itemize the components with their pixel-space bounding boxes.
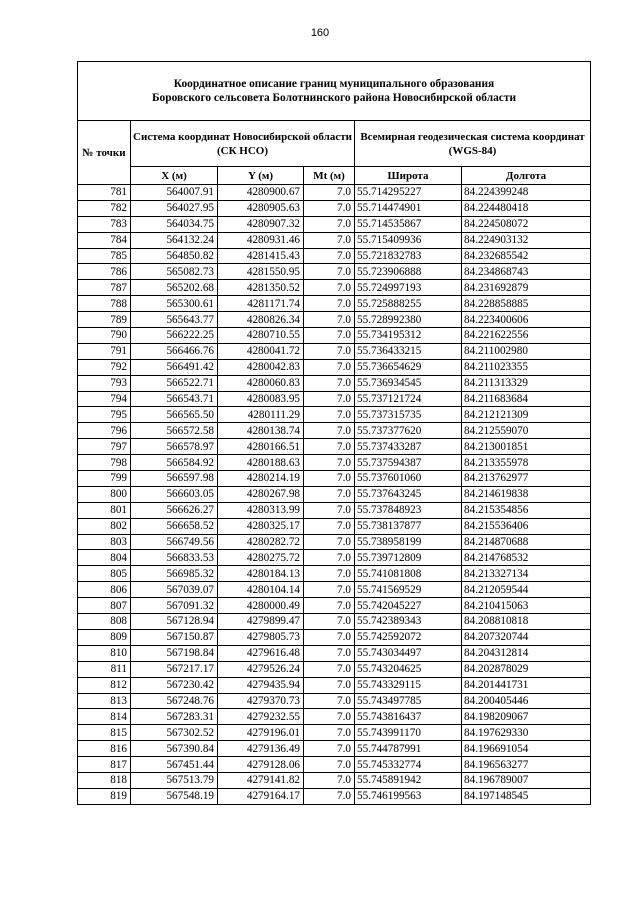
table-row	[78, 598, 591, 614]
x-cell: 567198.84	[131, 645, 218, 661]
point-number-cell: 816	[78, 741, 131, 757]
y-cell: 4279526.24	[218, 661, 304, 677]
longitude-cell: 84.224508072	[462, 216, 591, 232]
title-line-1: Координатное описание границ муниципального образования	[173, 78, 495, 90]
mt-cell: 7.0	[304, 185, 355, 201]
x-cell: 564132.24	[131, 232, 218, 248]
x-cell: 566522.71	[131, 375, 218, 391]
x-cell: 566584.92	[131, 455, 218, 471]
longitude-cell: 84.212559070	[462, 423, 591, 439]
table-row	[78, 423, 591, 439]
latitude-cell: 55.737848923	[355, 502, 462, 518]
point-number-cell: 791	[78, 343, 131, 359]
x-cell: 567091.32	[131, 598, 218, 614]
mt-cell: 7.0	[304, 312, 355, 328]
table-row	[78, 645, 591, 661]
mt-cell: 7.0	[304, 264, 355, 280]
y-cell: 4279370.73	[218, 693, 304, 709]
point-number-cell: 788	[78, 296, 131, 312]
latitude-cell: 55.737601060	[355, 471, 462, 487]
mt-cell: 7.0	[304, 725, 355, 741]
latitude-cell: 55.737594387	[355, 455, 462, 471]
table-title	[78, 62, 591, 121]
header-mt: Mt (м)	[304, 167, 355, 185]
y-cell: 4279136.49	[218, 741, 304, 757]
mt-cell: 7.0	[304, 407, 355, 423]
latitude-cell: 55.737315735	[355, 407, 462, 423]
header-y: Y (м)	[218, 167, 304, 185]
x-cell: 566626.27	[131, 502, 218, 518]
mt-cell: 7.0	[304, 518, 355, 534]
y-cell: 4280267.98	[218, 486, 304, 502]
latitude-cell: 55.741569529	[355, 582, 462, 598]
longitude-cell: 84.215354856	[462, 502, 591, 518]
longitude-cell: 84.211313329	[462, 375, 591, 391]
longitude-cell: 84.224480418	[462, 200, 591, 216]
mt-cell: 7.0	[304, 614, 355, 630]
y-cell: 4279196.01	[218, 725, 304, 741]
mt-cell: 7.0	[304, 693, 355, 709]
x-cell: 566749.56	[131, 534, 218, 550]
mt-cell: 7.0	[304, 629, 355, 645]
point-number-cell: 809	[78, 629, 131, 645]
x-cell: 567451.44	[131, 757, 218, 773]
table-row	[78, 200, 591, 216]
point-number-cell: 789	[78, 312, 131, 328]
latitude-cell: 55.739712809	[355, 550, 462, 566]
table-row	[78, 661, 591, 677]
latitude-cell: 55.746199563	[355, 788, 462, 804]
y-cell: 4280900.67	[218, 185, 304, 201]
x-cell: 566833.53	[131, 550, 218, 566]
y-cell: 4280826.34	[218, 312, 304, 328]
longitude-cell: 84.211683684	[462, 391, 591, 407]
latitude-cell: 55.728992380	[355, 312, 462, 328]
coordinates-table	[77, 61, 591, 805]
table-row	[78, 264, 591, 280]
mt-cell: 7.0	[304, 216, 355, 232]
longitude-cell: 84.214619838	[462, 486, 591, 502]
latitude-cell: 55.734195312	[355, 328, 462, 344]
table-row	[78, 232, 591, 248]
y-cell: 4280000.49	[218, 598, 304, 614]
latitude-cell: 55.714295227	[355, 185, 462, 201]
longitude-cell: 84.213355978	[462, 455, 591, 471]
x-cell: 567283.31	[131, 709, 218, 725]
latitude-cell: 55.743329115	[355, 677, 462, 693]
y-cell: 4279616.48	[218, 645, 304, 661]
x-cell: 565082.73	[131, 264, 218, 280]
mt-cell: 7.0	[304, 391, 355, 407]
x-cell: 566491.42	[131, 359, 218, 375]
header-x: X (м)	[131, 167, 218, 185]
point-number-cell: 786	[78, 264, 131, 280]
table-row	[78, 550, 591, 566]
longitude-cell: 84.200405446	[462, 693, 591, 709]
y-cell: 4280214.19	[218, 471, 304, 487]
table-row	[78, 518, 591, 534]
point-number-cell: 806	[78, 582, 131, 598]
x-cell: 564850.82	[131, 248, 218, 264]
point-number-cell: 783	[78, 216, 131, 232]
point-number-cell: 817	[78, 757, 131, 773]
longitude-cell: 84.207320744	[462, 629, 591, 645]
mt-cell: 7.0	[304, 328, 355, 344]
x-cell: 566565.50	[131, 407, 218, 423]
x-cell: 567039.07	[131, 582, 218, 598]
table-row	[78, 248, 591, 264]
mt-cell: 7.0	[304, 423, 355, 439]
y-cell: 4280907.32	[218, 216, 304, 232]
latitude-cell: 55.741081808	[355, 566, 462, 582]
x-cell: 566543.71	[131, 391, 218, 407]
longitude-cell: 84.224903132	[462, 232, 591, 248]
point-number-cell: 785	[78, 248, 131, 264]
table-row	[78, 725, 591, 741]
latitude-cell: 55.745891942	[355, 772, 462, 788]
longitude-cell: 84.201441731	[462, 677, 591, 693]
x-cell: 565300.61	[131, 296, 218, 312]
point-number-cell: 811	[78, 661, 131, 677]
latitude-cell: 55.738137877	[355, 518, 462, 534]
header-system-wgs: Всемирная геодезическая система координат (WGS-84)	[355, 121, 591, 167]
latitude-cell: 55.737433287	[355, 439, 462, 455]
y-cell: 4280313.99	[218, 502, 304, 518]
mt-cell: 7.0	[304, 439, 355, 455]
longitude-cell: 84.234868743	[462, 264, 591, 280]
latitude-cell: 55.737121724	[355, 391, 462, 407]
longitude-cell: 84.231692879	[462, 280, 591, 296]
latitude-cell: 55.745332774	[355, 757, 462, 773]
point-number-cell: 815	[78, 725, 131, 741]
table-row	[78, 614, 591, 630]
mt-cell: 7.0	[304, 280, 355, 296]
x-cell: 564027.95	[131, 200, 218, 216]
mt-cell: 7.0	[304, 296, 355, 312]
x-cell: 567248.76	[131, 693, 218, 709]
header-longitude: Долгота	[462, 167, 591, 185]
longitude-cell: 84.211023355	[462, 359, 591, 375]
y-cell: 4279805.73	[218, 629, 304, 645]
longitude-cell: 84.228858885	[462, 296, 591, 312]
table-row	[78, 312, 591, 328]
table-row	[78, 185, 591, 201]
x-cell: 566222.25	[131, 328, 218, 344]
table-row	[78, 582, 591, 598]
y-cell: 4280083.95	[218, 391, 304, 407]
y-cell: 4279141.82	[218, 772, 304, 788]
table-row	[78, 788, 591, 804]
mt-cell: 7.0	[304, 343, 355, 359]
x-cell: 567230.42	[131, 677, 218, 693]
latitude-cell: 55.724997193	[355, 280, 462, 296]
table-row	[78, 772, 591, 788]
mt-cell: 7.0	[304, 375, 355, 391]
header-system-nso: Система координат Новосибирской области (СК НСО)	[131, 121, 355, 167]
point-number-cell: 818	[78, 772, 131, 788]
y-cell: 4281350.52	[218, 280, 304, 296]
x-cell: 566597.98	[131, 471, 218, 487]
point-number-cell: 802	[78, 518, 131, 534]
y-cell: 4281171.74	[218, 296, 304, 312]
longitude-cell: 84.198209067	[462, 709, 591, 725]
point-number-cell: 800	[78, 486, 131, 502]
longitude-cell: 84.221622556	[462, 328, 591, 344]
longitude-cell: 84.197148545	[462, 788, 591, 804]
x-cell: 567548.19	[131, 788, 218, 804]
longitude-cell: 84.212059544	[462, 582, 591, 598]
latitude-cell: 55.743034497	[355, 645, 462, 661]
latitude-cell: 55.714535867	[355, 216, 462, 232]
y-cell: 4280275.72	[218, 550, 304, 566]
table-row	[78, 343, 591, 359]
y-cell: 4280325.17	[218, 518, 304, 534]
mt-cell: 7.0	[304, 757, 355, 773]
mt-cell: 7.0	[304, 709, 355, 725]
page-number: 160	[310, 27, 330, 39]
longitude-cell: 84.197629330	[462, 725, 591, 741]
x-cell: 566572.58	[131, 423, 218, 439]
mt-cell: 7.0	[304, 359, 355, 375]
longitude-cell: 84.212121309	[462, 407, 591, 423]
latitude-cell: 55.723906888	[355, 264, 462, 280]
longitude-cell: 84.214768532	[462, 550, 591, 566]
y-cell: 4280282.72	[218, 534, 304, 550]
mt-cell: 7.0	[304, 232, 355, 248]
y-cell: 4279164.17	[218, 788, 304, 804]
point-number-cell: 793	[78, 375, 131, 391]
latitude-cell: 55.742389343	[355, 614, 462, 630]
mt-cell: 7.0	[304, 741, 355, 757]
x-cell: 567150.87	[131, 629, 218, 645]
longitude-cell: 84.208810818	[462, 614, 591, 630]
latitude-cell: 55.742592072	[355, 629, 462, 645]
mt-cell: 7.0	[304, 772, 355, 788]
y-cell: 4280042.83	[218, 359, 304, 375]
point-number-cell: 799	[78, 471, 131, 487]
latitude-cell: 55.743816437	[355, 709, 462, 725]
latitude-cell: 55.736934545	[355, 375, 462, 391]
y-cell: 4279899.47	[218, 614, 304, 630]
table-row	[78, 757, 591, 773]
x-cell: 566603.05	[131, 486, 218, 502]
mt-cell: 7.0	[304, 661, 355, 677]
point-number-cell: 805	[78, 566, 131, 582]
mt-cell: 7.0	[304, 455, 355, 471]
latitude-cell: 55.737377620	[355, 423, 462, 439]
mt-cell: 7.0	[304, 645, 355, 661]
mt-cell: 7.0	[304, 677, 355, 693]
point-number-cell: 801	[78, 502, 131, 518]
y-cell: 4280184.13	[218, 566, 304, 582]
table-row	[78, 486, 591, 502]
table-row	[78, 455, 591, 471]
title-line-2: Боровского сельсовета Болотнинского района Новосибирской области	[152, 92, 517, 104]
latitude-cell: 55.743204625	[355, 661, 462, 677]
latitude-cell: 55.742045227	[355, 598, 462, 614]
y-cell: 4280188.63	[218, 455, 304, 471]
y-cell: 4279435.94	[218, 677, 304, 693]
point-number-cell: 798	[78, 455, 131, 471]
y-cell: 4281550.95	[218, 264, 304, 280]
x-cell: 564007.91	[131, 185, 218, 201]
mt-cell: 7.0	[304, 598, 355, 614]
x-cell: 566985.32	[131, 566, 218, 582]
y-cell: 4281415.43	[218, 248, 304, 264]
x-cell: 565643.77	[131, 312, 218, 328]
x-cell: 566578.97	[131, 439, 218, 455]
longitude-cell: 84.211002980	[462, 343, 591, 359]
point-number-cell: 804	[78, 550, 131, 566]
point-number-cell: 792	[78, 359, 131, 375]
y-cell: 4280041.72	[218, 343, 304, 359]
y-cell: 4279128.06	[218, 757, 304, 773]
latitude-cell: 55.737643245	[355, 486, 462, 502]
latitude-cell: 55.744787991	[355, 741, 462, 757]
table-row	[78, 296, 591, 312]
mt-cell: 7.0	[304, 582, 355, 598]
point-number-cell: 781	[78, 185, 131, 201]
longitude-cell: 84.196789007	[462, 772, 591, 788]
longitude-cell: 84.213327134	[462, 566, 591, 582]
longitude-cell: 84.215536406	[462, 518, 591, 534]
table-row	[78, 439, 591, 455]
header-latitude: Широта	[355, 167, 462, 185]
x-cell: 567390.84	[131, 741, 218, 757]
mt-cell: 7.0	[304, 502, 355, 518]
point-number-cell: 814	[78, 709, 131, 725]
longitude-cell: 84.196563277	[462, 757, 591, 773]
point-number-cell: 787	[78, 280, 131, 296]
point-number-cell: 796	[78, 423, 131, 439]
latitude-cell: 55.715409936	[355, 232, 462, 248]
mt-cell: 7.0	[304, 471, 355, 487]
x-cell: 567513.79	[131, 772, 218, 788]
x-cell: 565202.68	[131, 280, 218, 296]
mt-cell: 7.0	[304, 486, 355, 502]
point-number-cell: 797	[78, 439, 131, 455]
longitude-cell: 84.214870688	[462, 534, 591, 550]
table-row	[78, 391, 591, 407]
y-cell: 4280166.51	[218, 439, 304, 455]
longitude-cell: 84.196691054	[462, 741, 591, 757]
table-row	[78, 328, 591, 344]
point-number-cell: 795	[78, 407, 131, 423]
table-row	[78, 375, 591, 391]
y-cell: 4280111.29	[218, 407, 304, 423]
longitude-cell: 84.204312814	[462, 645, 591, 661]
table-row	[78, 629, 591, 645]
x-cell: 564034.75	[131, 216, 218, 232]
latitude-cell: 55.738958199	[355, 534, 462, 550]
point-number-cell: 794	[78, 391, 131, 407]
mt-cell: 7.0	[304, 566, 355, 582]
table-row	[78, 534, 591, 550]
latitude-cell: 55.736433215	[355, 343, 462, 359]
table-row	[78, 741, 591, 757]
latitude-cell: 55.743497785	[355, 693, 462, 709]
y-cell: 4280905.63	[218, 200, 304, 216]
table-body	[78, 185, 591, 805]
point-number-cell: 807	[78, 598, 131, 614]
mt-cell: 7.0	[304, 788, 355, 804]
table-row	[78, 677, 591, 693]
longitude-cell: 84.202878029	[462, 661, 591, 677]
y-cell: 4280060.83	[218, 375, 304, 391]
longitude-cell: 84.224399248	[462, 185, 591, 201]
table-row	[78, 709, 591, 725]
table-row	[78, 407, 591, 423]
table-row	[78, 693, 591, 709]
mt-cell: 7.0	[304, 200, 355, 216]
point-number-cell: 810	[78, 645, 131, 661]
table-row	[78, 359, 591, 375]
header-point-number: № точки	[78, 121, 131, 185]
y-cell: 4280104.14	[218, 582, 304, 598]
table-row	[78, 471, 591, 487]
table-row	[78, 502, 591, 518]
table-row	[78, 566, 591, 582]
x-cell: 566466.76	[131, 343, 218, 359]
longitude-cell: 84.213762977	[462, 471, 591, 487]
y-cell: 4280931.46	[218, 232, 304, 248]
latitude-cell: 55.721832783	[355, 248, 462, 264]
latitude-cell: 55.736654629	[355, 359, 462, 375]
longitude-cell: 84.232685542	[462, 248, 591, 264]
point-number-cell: 812	[78, 677, 131, 693]
longitude-cell: 84.223400606	[462, 312, 591, 328]
mt-cell: 7.0	[304, 550, 355, 566]
x-cell: 567128.94	[131, 614, 218, 630]
x-cell: 567217.17	[131, 661, 218, 677]
mt-cell: 7.0	[304, 248, 355, 264]
latitude-cell: 55.743991170	[355, 725, 462, 741]
point-number-cell: 790	[78, 328, 131, 344]
longitude-cell: 84.213001851	[462, 439, 591, 455]
table-row	[78, 280, 591, 296]
point-number-cell: 813	[78, 693, 131, 709]
mt-cell: 7.0	[304, 534, 355, 550]
latitude-cell: 55.725888255	[355, 296, 462, 312]
y-cell: 4279232.55	[218, 709, 304, 725]
point-number-cell: 803	[78, 534, 131, 550]
x-cell: 567302.52	[131, 725, 218, 741]
point-number-cell: 784	[78, 232, 131, 248]
point-number-cell: 782	[78, 200, 131, 216]
x-cell: 566658.52	[131, 518, 218, 534]
longitude-cell: 84.210415063	[462, 598, 591, 614]
y-cell: 4280138.74	[218, 423, 304, 439]
point-number-cell: 808	[78, 614, 131, 630]
table-row	[78, 216, 591, 232]
y-cell: 4280710.55	[218, 328, 304, 344]
point-number-cell: 819	[78, 788, 131, 804]
latitude-cell: 55.714474901	[355, 200, 462, 216]
